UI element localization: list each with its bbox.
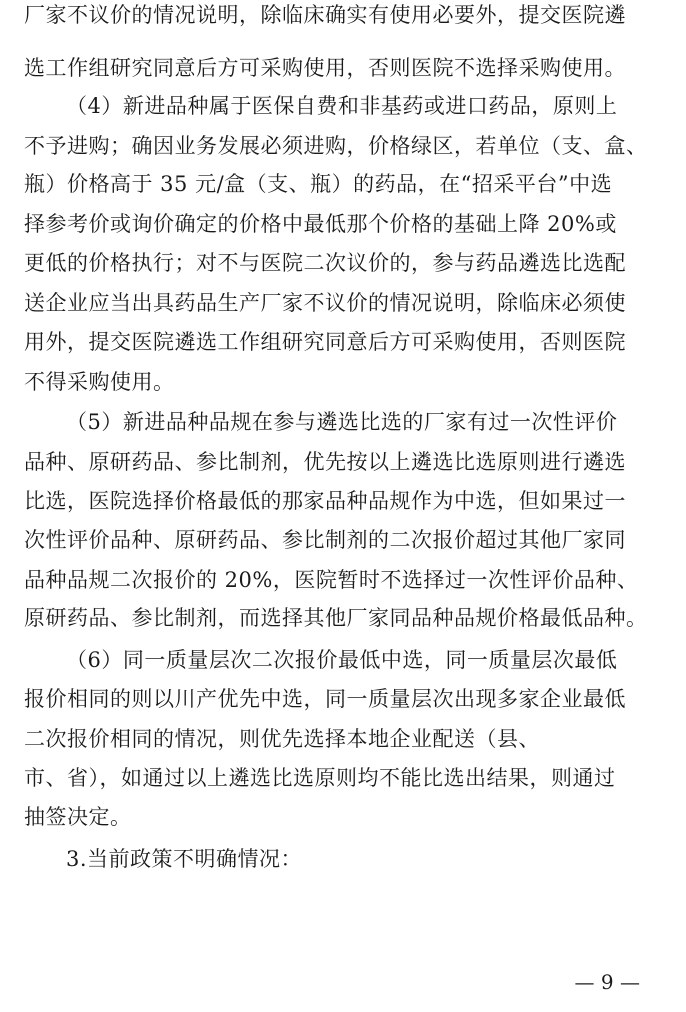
page-number: — 9 — (574, 970, 640, 994)
text-line: （4）新进品种属于医保自费和非基药或进口药品，原则上 (66, 94, 618, 118)
text-line: 品种品规二次报价的 20%，医院暂时不选择过一次性评价品种、 (24, 568, 639, 592)
text-line: 选工作组研究同意后方可采购使用，否则医院不选择采购使用。 (24, 56, 626, 80)
text-line: 市、省），如通过以上遴选比选原则均不能比选出结果，则通过 (24, 766, 616, 790)
text-line: 更低的价格执行；对不与医院二次议价的，参与药品遴选比选配 (24, 251, 626, 275)
text-line: 择参考价或询价确定的价格中最低那个价格的基础上降 20%或 (24, 212, 617, 236)
text-line: 用外，提交医院遴选工作组研究同意后方可采购使用，否则医院 (24, 330, 626, 354)
text-line: 二次报价相同的情况，则优先选择本地企业配送（县、 (24, 727, 540, 751)
text-line: （6）同一质量层次二次报价最低中选，同一质量层次最低 (66, 648, 618, 672)
text-line: 不得采购使用。 (24, 370, 175, 394)
text-line: 品种、原研药品、参比制剂，优先按以上遴选比选原则进行遴选 (24, 450, 626, 474)
text-line: 原研药品、参比制剂，而选择其他厂家同品种品规价格最低品种。 (24, 606, 648, 630)
text-line: 不予进购；确因业务发展必须进购，价格绿区，若单位（支、盒、 (24, 134, 648, 158)
text-line: 厂家不议价的情况说明，除临床确实有使用必要外，提交医院遴 (24, 3, 626, 27)
text-line: 瓶）价格高于 35 元/盒（支、瓶）的药品，在“招采平台”中选 (24, 172, 613, 196)
text-line: 报价相同的则以川产优先中选，同一质量层次出现多家企业最低 (24, 687, 626, 711)
text-line: 次性评价品种、原研药品、参比制剂的二次报价超过其他厂家同 (24, 528, 626, 552)
section-heading: 3.当前政策不明确情况： (66, 847, 303, 871)
text-line: 送企业应当出具药品生产厂家不议价的情况说明，除临床必须使 (24, 291, 626, 315)
text-line: 比选，医院选择价格最低的那家品种品规作为中选，但如果过一 (24, 489, 626, 513)
text-line: （5）新进品种品规在参与遴选比选的厂家有过一次性评价 (66, 410, 618, 434)
text-line: 抽签决定。 (24, 805, 132, 829)
